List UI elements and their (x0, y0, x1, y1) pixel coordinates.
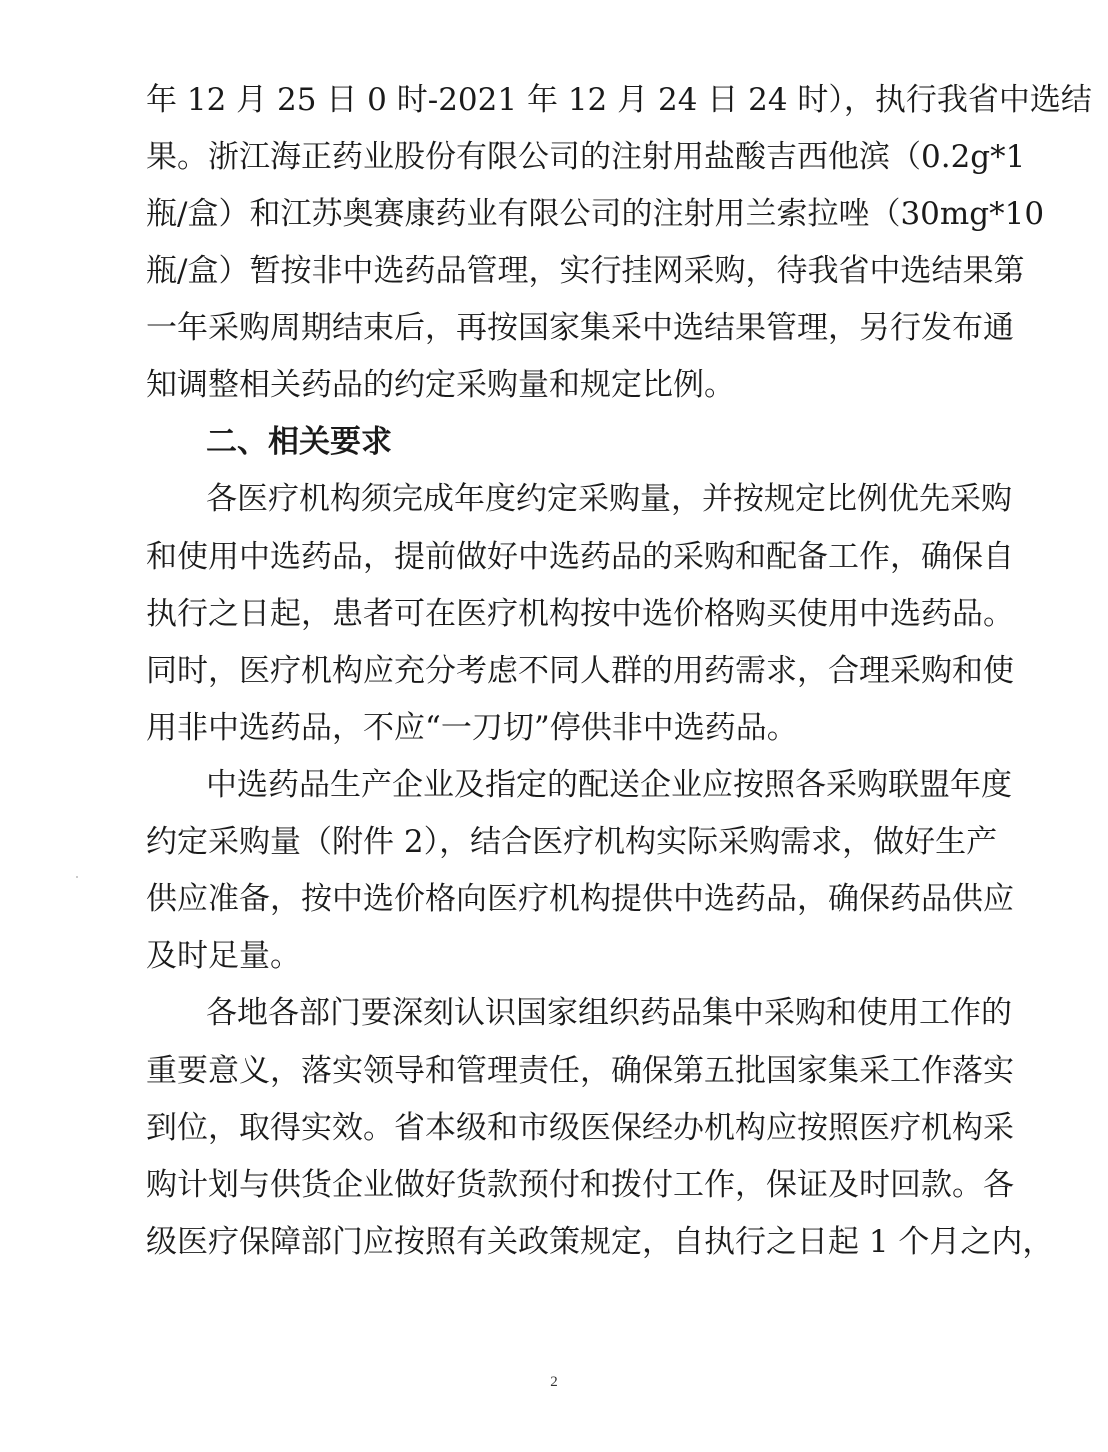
text-line: 用非中选药品，不应“一刀切”停供非中选药品。 (146, 710, 798, 746)
text-line: 瓶/盒）和江苏奥赛康药业有限公司的注射用兰索拉唑（30mg*10 (146, 196, 1045, 232)
text-line: 年 12 月 25 日 0 时-2021 年 12 月 24 日 24 时），执行我省中选结 (146, 82, 1092, 118)
text-line: 瓶/盒）暂按非中选药品管理，实行挂网采购，待我省中选结果第 (146, 253, 1025, 289)
text-line: 执行之日起，患者可在医疗机构按中选价格购买使用中选药品。 (146, 596, 1014, 632)
text-line: 到位，取得实效。省本级和市级医保经办机构应按照医疗机构采 (146, 1110, 1014, 1146)
text-line: 和使用中选药品，提前做好中选药品的采购和配备工作，确保自 (146, 539, 1014, 575)
text-line: 各地各部门要深刻认识国家组织药品集中采购和使用工作的 (206, 995, 1012, 1031)
text-line: 供应准备，按中选价格向医疗机构提供中选药品，确保药品供应 (146, 881, 1014, 917)
text-line: 一年采购周期结束后，再按国家集采中选结果管理，另行发布通 (146, 310, 1014, 346)
text-line: 果。浙江海正药业股份有限公司的注射用盐酸吉西他滨（0.2g*1 (146, 139, 1026, 175)
text-line: 及时足量。 (146, 938, 301, 974)
text-line: 约定采购量（附件 2），结合医疗机构实际采购需求，做好生产 (146, 824, 998, 860)
text-line: 级医疗保障部门应按照有关政策规定，自执行之日起 1 个月之内， (146, 1224, 1054, 1260)
text-line: 各医疗机构须完成年度约定采购量，并按规定比例优先采购 (206, 481, 1012, 517)
text-line: 知调整相关药品的约定采购量和规定比例。 (146, 367, 735, 403)
scan-speck (76, 876, 78, 878)
page-number: 2 (550, 1374, 558, 1390)
text-line: 同时，医疗机构应充分考虑不同人群的用药需求，合理采购和使 (146, 653, 1014, 689)
text-line: 购计划与供货企业做好货款预付和拨付工作，保证及时回款。各 (146, 1167, 1014, 1203)
text-line: 中选药品生产企业及指定的配送企业应按照各采购联盟年度 (206, 767, 1012, 803)
text-line: 重要意义，落实领导和管理责任，确保第五批国家集采工作落实 (146, 1053, 1014, 1089)
section-heading: 二、相关要求 (206, 424, 392, 460)
